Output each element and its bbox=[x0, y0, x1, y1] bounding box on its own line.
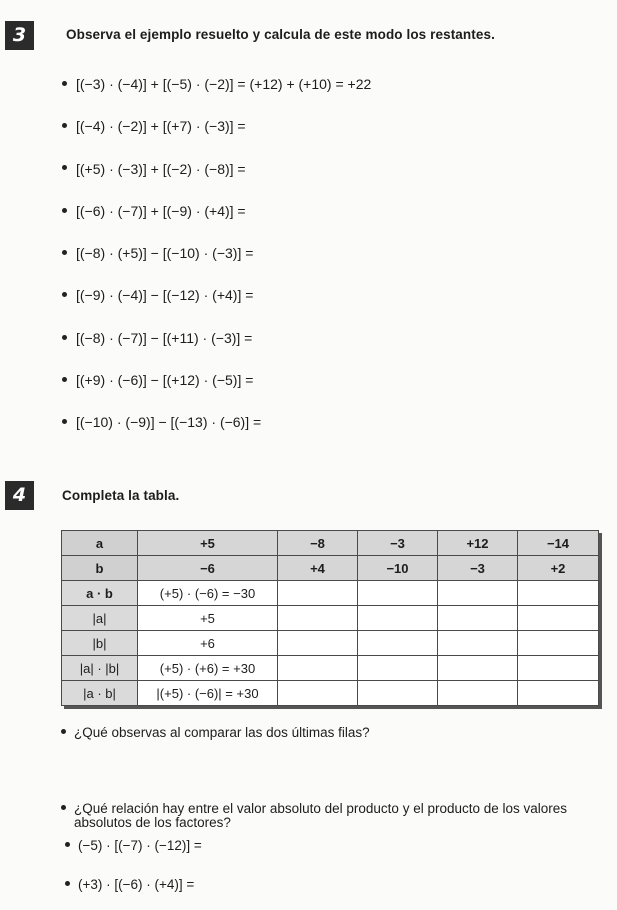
table-row bbox=[62, 631, 599, 656]
table-row bbox=[62, 606, 599, 631]
answer-cell[interactable] bbox=[358, 631, 438, 656]
cell-b-5: +2 bbox=[518, 556, 599, 581]
answer-cell[interactable] bbox=[518, 581, 599, 606]
answer-cell[interactable] bbox=[518, 656, 599, 681]
equation-text: [(−4) · (−2)] + [(+7) · (−3)] = bbox=[76, 118, 246, 135]
question-2-continuation bbox=[74, 816, 231, 830]
answer-cell[interactable] bbox=[438, 656, 518, 681]
list-item bbox=[62, 63, 371, 105]
table-cell: (+5) · (+6) = +30 bbox=[138, 656, 278, 681]
table-row-a bbox=[62, 531, 599, 556]
equation-text: [(−10) · (−9)] − [(−13) · (−6)] = bbox=[76, 414, 262, 431]
exercise-3-number: 3 bbox=[5, 21, 34, 50]
equation-text: [(+5) · (−3)] + [(−2) · (−8)] = bbox=[76, 160, 246, 177]
list-item bbox=[62, 190, 371, 232]
exercise-3-title: Observa el ejemplo resuelto y calcula de este modo los restantes. bbox=[66, 27, 495, 42]
answer-cell[interactable] bbox=[278, 681, 358, 706]
answer-cell[interactable] bbox=[518, 681, 599, 706]
cell-b-1: −6 bbox=[138, 556, 278, 581]
cell-a-4: +12 bbox=[438, 531, 518, 556]
table-cell: +6 bbox=[138, 631, 278, 656]
sub-item-2-text: (+3) · [(−6) · (+4)] = bbox=[78, 877, 195, 892]
row-label: |a| bbox=[62, 606, 138, 631]
answer-cell[interactable] bbox=[358, 656, 438, 681]
list-item bbox=[62, 274, 371, 316]
row-label: |a| · |b| bbox=[62, 656, 138, 681]
answer-cell[interactable] bbox=[358, 606, 438, 631]
row-label-b: b bbox=[62, 556, 138, 581]
list-item bbox=[62, 232, 371, 274]
answer-cell[interactable] bbox=[278, 656, 358, 681]
answer-cell[interactable] bbox=[438, 606, 518, 631]
answer-cell[interactable] bbox=[278, 631, 358, 656]
table-row bbox=[62, 681, 599, 706]
sub-item-1-text: (−5) · [(−7) · (−12)] = bbox=[78, 838, 202, 853]
equation-text: [(−9) · (−4)] − [(−12) · (+4)] = bbox=[76, 287, 254, 304]
cell-b-4: −3 bbox=[438, 556, 518, 581]
cell-b-3: −10 bbox=[358, 556, 438, 581]
cell-a-5: −14 bbox=[518, 531, 599, 556]
answer-cell[interactable] bbox=[278, 581, 358, 606]
table-cell: |(+5) · (−6)| = +30 bbox=[138, 681, 278, 706]
bullet-icon bbox=[62, 208, 67, 213]
exercise-3-list bbox=[62, 63, 371, 444]
bullet-icon bbox=[62, 419, 67, 424]
row-label: |a · b| bbox=[62, 681, 138, 706]
answer-cell[interactable] bbox=[438, 681, 518, 706]
bullet-icon bbox=[65, 881, 70, 886]
equation-text: [(−6) · (−7)] + [(−9) · (+4)] = bbox=[76, 202, 246, 219]
row-label: a · b bbox=[62, 581, 138, 606]
values-table bbox=[61, 530, 599, 706]
answer-cell[interactable] bbox=[438, 581, 518, 606]
question-1 bbox=[61, 726, 370, 740]
cell-b-2: +4 bbox=[278, 556, 358, 581]
bullet-icon bbox=[62, 250, 67, 255]
question-2-line-1: ¿Qué relación hay entre el valor absoluto del producto y el producto de los valores bbox=[74, 801, 568, 816]
cell-a-1: +5 bbox=[138, 531, 278, 556]
equation-text: [(−3) · (−4)] + [(−5) · (−2)] = (+12) + (+10) = +22 bbox=[76, 76, 372, 92]
answer-cell[interactable] bbox=[358, 681, 438, 706]
question-1-text: ¿Qué observas al comparar las dos últimas filas? bbox=[74, 725, 370, 740]
equation-text: [(−8) · (+5)] − [(−10) · (−3)] = bbox=[76, 245, 254, 262]
table-row bbox=[62, 581, 599, 606]
bullet-icon bbox=[61, 729, 66, 734]
bullet-icon bbox=[61, 805, 66, 810]
row-label: |b| bbox=[62, 631, 138, 656]
bullet-icon bbox=[62, 123, 67, 128]
bullet-icon bbox=[62, 377, 67, 382]
bullet-icon bbox=[62, 81, 67, 86]
list-item bbox=[62, 148, 371, 190]
answer-cell[interactable] bbox=[518, 606, 599, 631]
sub-item-2 bbox=[65, 878, 194, 892]
table-row bbox=[62, 656, 599, 681]
table-row-b bbox=[62, 556, 599, 581]
cell-a-2: −8 bbox=[278, 531, 358, 556]
table-cell: (+5) · (−6) = −30 bbox=[138, 581, 278, 606]
list-item bbox=[62, 401, 371, 443]
list-item bbox=[62, 359, 371, 401]
bullet-icon bbox=[62, 165, 67, 170]
exercise-4-number: 4 bbox=[5, 481, 34, 510]
bullet-icon bbox=[62, 335, 67, 340]
question-2-line-2: absolutos de los factores? bbox=[74, 815, 231, 830]
equation-text: [(+9) · (−6)] − [(+12) · (−5)] = bbox=[76, 372, 254, 389]
table-cell: +5 bbox=[138, 606, 278, 631]
list-item bbox=[62, 317, 371, 359]
bullet-icon bbox=[62, 292, 67, 297]
sub-item-1 bbox=[65, 839, 202, 853]
question-2 bbox=[61, 802, 567, 816]
equation-text: [(−8) · (−7)] − [(+11) · (−3)] = bbox=[76, 329, 253, 346]
list-item bbox=[62, 105, 371, 147]
exercise-4-title: Completa la tabla. bbox=[62, 488, 180, 503]
answer-cell[interactable] bbox=[518, 631, 599, 656]
row-label-a: a bbox=[62, 531, 138, 556]
answer-cell[interactable] bbox=[278, 606, 358, 631]
answer-cell[interactable] bbox=[438, 631, 518, 656]
answer-cell[interactable] bbox=[358, 581, 438, 606]
bullet-icon bbox=[65, 842, 70, 847]
cell-a-3: −3 bbox=[358, 531, 438, 556]
